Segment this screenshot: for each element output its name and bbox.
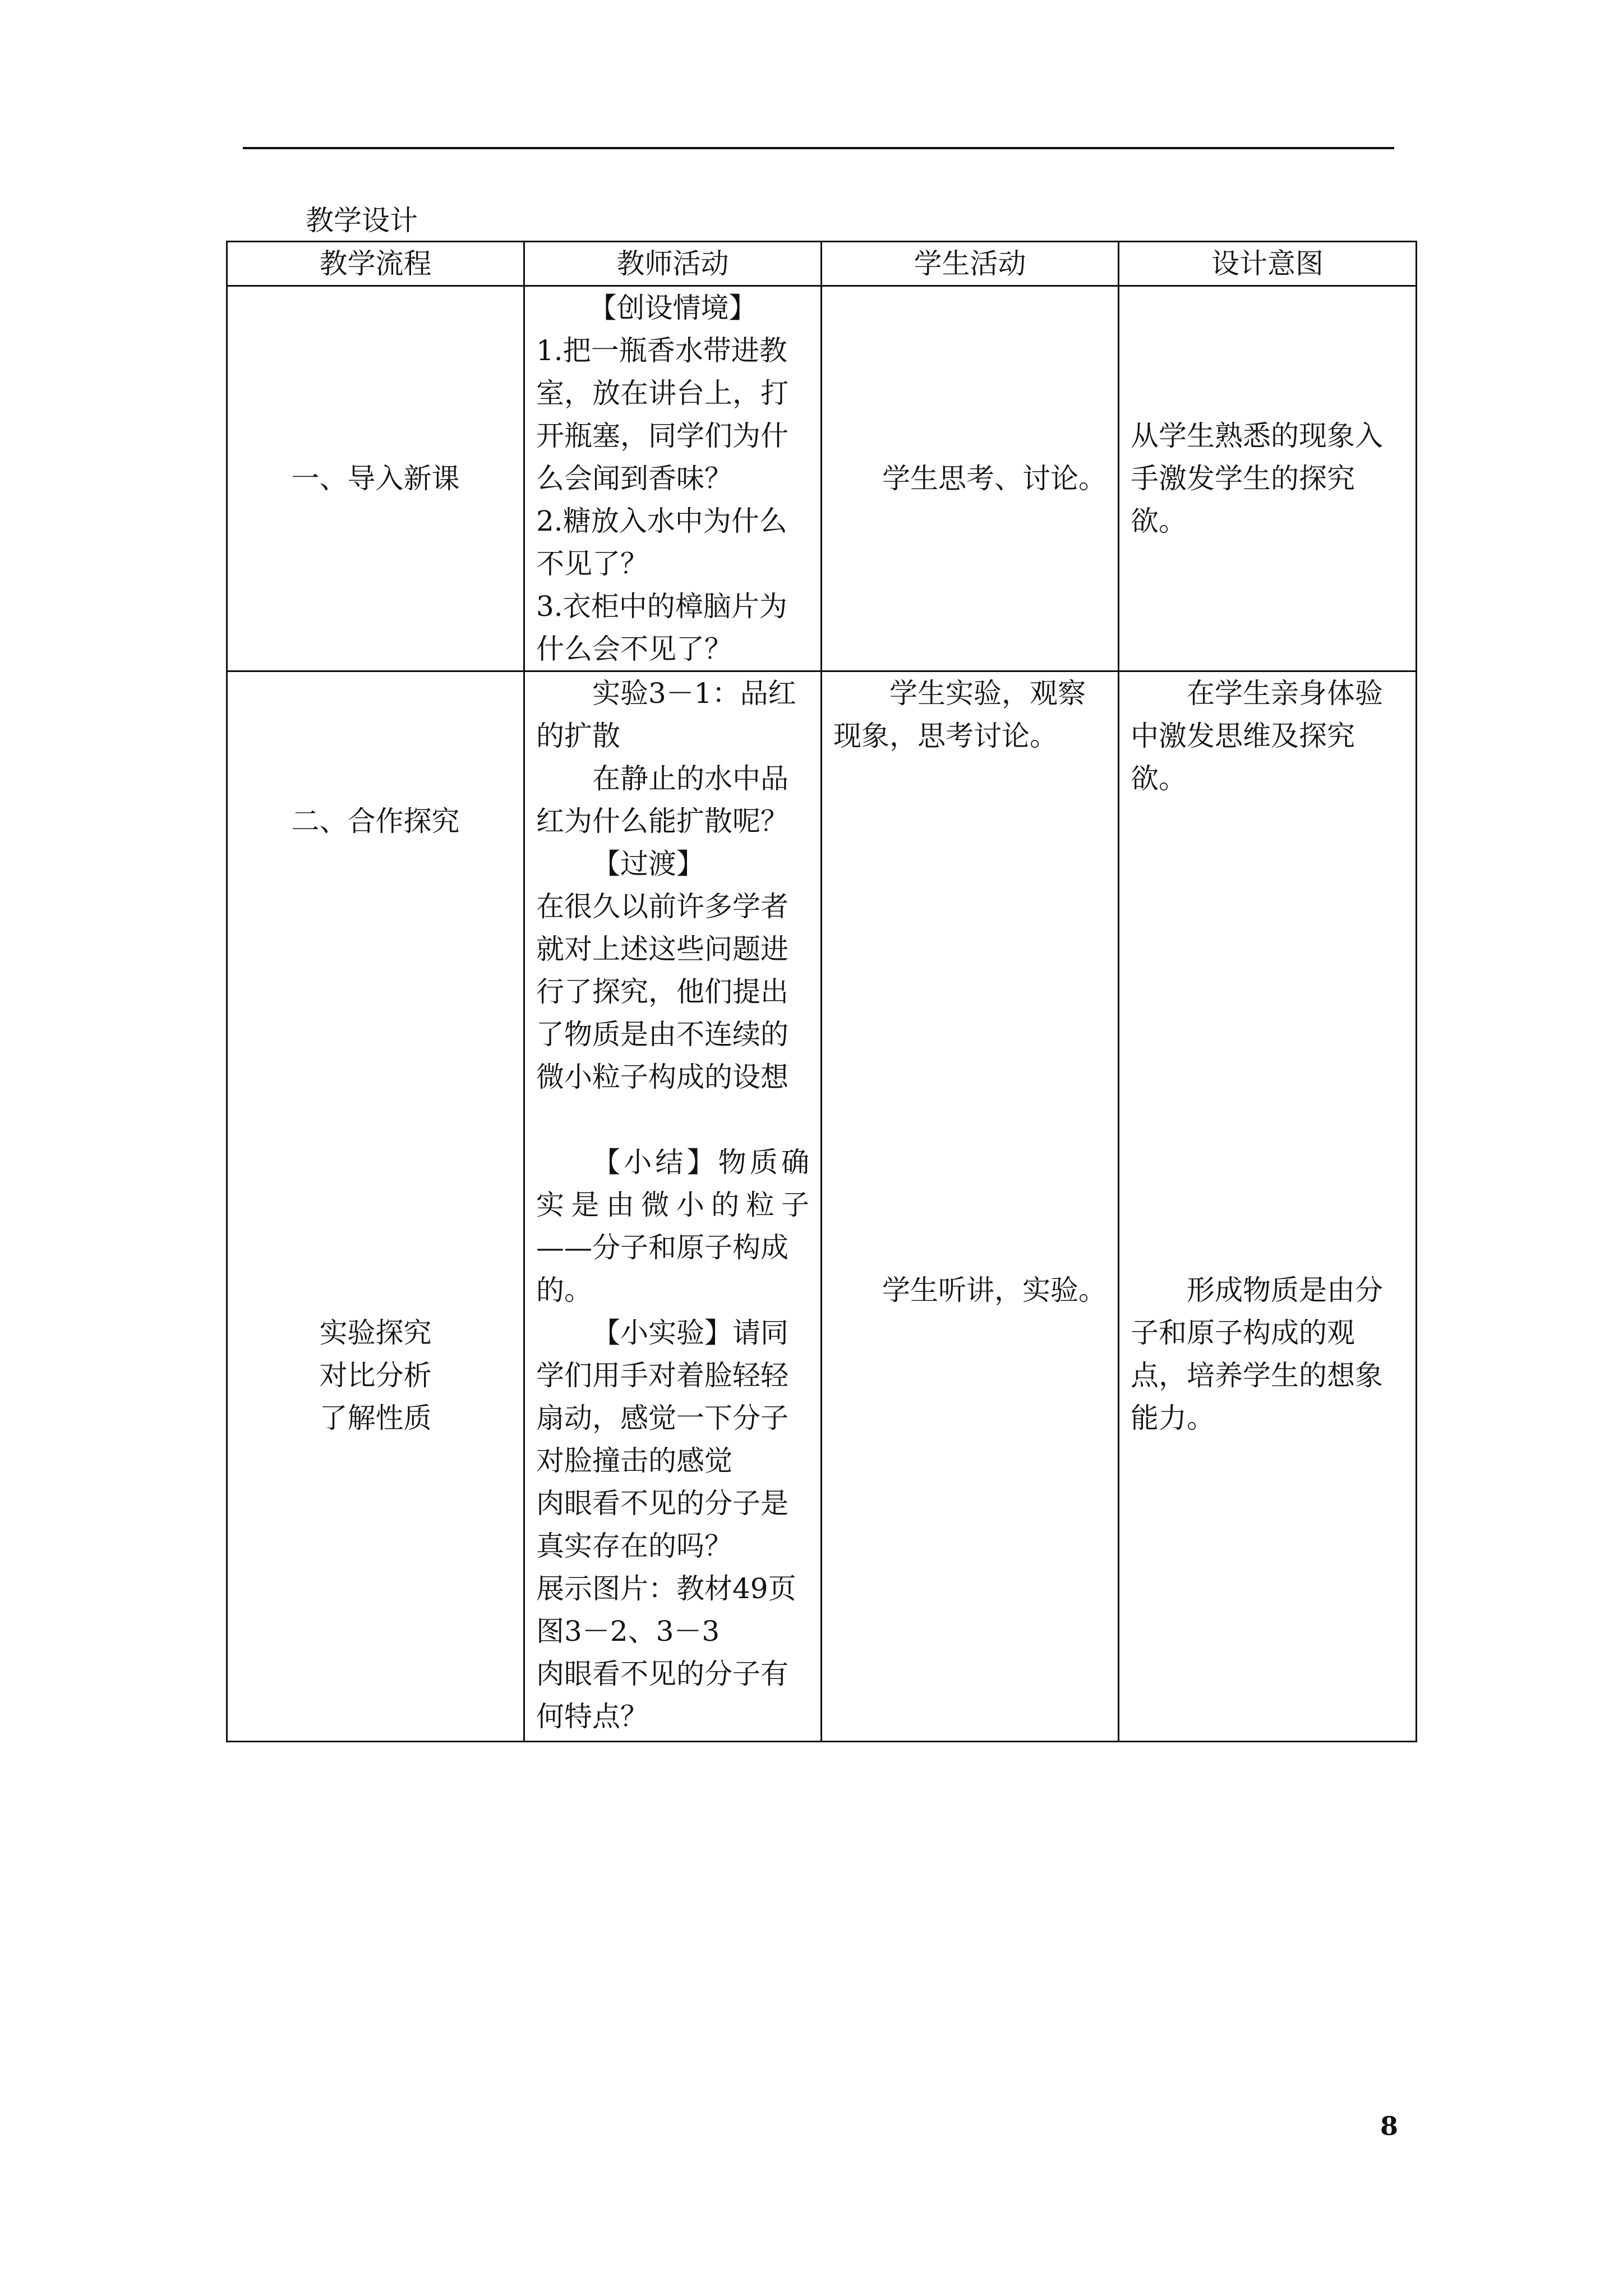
stage-label: 一、导入新课 (291, 462, 460, 495)
teacher-paragraph: 在很久以前许多学者就对上述这些问题进行了探究，他们提出了物质是由不连续的微小粒子构成的设想 (536, 890, 789, 1093)
cell-stage-intro (227, 286, 524, 671)
teacher-item-1: 1.把一瓶香水带进教室，放在讲台上，打开瓶塞，同学们为什么会闻到香味？ (536, 334, 789, 495)
cell-intent-cooperative (1119, 671, 1417, 1742)
table-row-intro (227, 286, 1417, 671)
teacher-item-3: 3.衣柜中的樟脑片为什么会不见了？ (536, 590, 787, 665)
teacher-paragraph: 实验3－1：品红的扩散 (536, 677, 796, 752)
teacher-transition-heading: 【过渡】 (592, 848, 704, 880)
cell-intent-intro (1119, 286, 1417, 671)
cell-stage-cooperative (227, 671, 524, 1742)
teacher-heading: 【创设情境】 (588, 292, 757, 324)
cell-teacher-cooperative (524, 671, 822, 1742)
teacher-paragraph: 在静止的水中品红为什么能扩散呢？ (536, 762, 789, 838)
student-activity: 学生思考、讨论。 (882, 462, 1106, 495)
teacher-paragraph: 展示图片：教材49页图3－2、3－3 (536, 1572, 796, 1648)
header-design-intent: 设计意图 (1119, 242, 1417, 286)
stage-sub-label: 实验探究 (319, 1317, 432, 1349)
teacher-summary: 【小结】物质确实是由微小的粒子 (536, 1146, 809, 1221)
header-teacher-activity: 教师活动 (524, 242, 822, 286)
design-intent: 从学生熟悉的现象入手激发学生的探究欲。 (1131, 420, 1383, 537)
header-student-activity: 学生活动 (822, 242, 1119, 286)
cell-student-cooperative (822, 671, 1119, 1742)
teacher-mini-experiment: 【小实验】请同学们用手对着脸轻轻扇动，感觉一下分子对脸撞击的感觉 (536, 1317, 789, 1477)
header-rule (243, 147, 1394, 149)
stage-sub-label: 对比分析 (319, 1359, 432, 1392)
teacher-paragraph: 肉眼看不见的分子是真实存在的吗？ (536, 1487, 789, 1562)
section-title: 教学设计 (306, 204, 418, 237)
teacher-item-2: 2.糖放入水中为什么不见了？ (536, 505, 787, 580)
teacher-summary-cont: ——分子和原子构成的。 (536, 1231, 789, 1306)
design-intent: 形成物质是由分子和原子构成的观点，培养学生的想象能力。 (1131, 1274, 1383, 1434)
cell-student-intro (822, 286, 1119, 671)
table-row-cooperative (227, 671, 1417, 1742)
teacher-paragraph: 肉眼看不见的分子有何特点？ (536, 1658, 789, 1733)
student-activity: 学生听讲，实验。 (882, 1274, 1106, 1306)
cell-teacher-intro (524, 286, 822, 671)
student-activity: 学生实验，观察现象，思考讨论。 (833, 677, 1086, 752)
page-number: 8 (1380, 2111, 1399, 2141)
table-header-row (227, 242, 1417, 286)
stage-label: 二、合作探究 (291, 805, 460, 838)
stage-sub-label: 了解性质 (319, 1402, 432, 1434)
design-intent: 在学生亲身体验中激发思维及探究欲。 (1131, 677, 1383, 795)
header-teaching-process: 教学流程 (227, 242, 524, 286)
teaching-design-table (226, 241, 1417, 1742)
